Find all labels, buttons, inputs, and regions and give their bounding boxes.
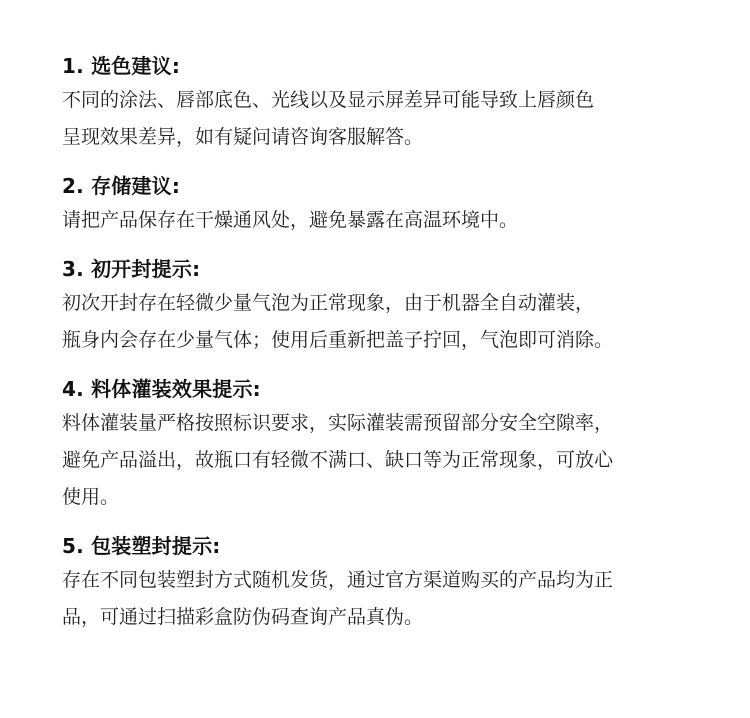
- section-storage-advice: [62, 172, 710, 239]
- section-first-opening: [62, 255, 710, 359]
- section-title: 1. 选色建议:: [62, 54, 181, 78]
- section-text-line: 品，可通过扫描彩盒防伪码查询产品真伪。: [62, 606, 424, 628]
- section-text-line: 请把产品保存在干燥通风处，避免暴露在高温环境中。: [62, 209, 519, 231]
- section-title: 2. 存储建议:: [62, 174, 181, 198]
- section-text-line: 料体灌装量严格按照标识要求，实际灌装需预留部分安全空隙率，: [62, 412, 614, 434]
- section-text-line: 避免产品溢出，故瓶口有轻微不满口、缺口等为正常现象，可放心: [62, 449, 614, 471]
- section-text-line: 不同的涂法、唇部底色、光线以及显示屏差异可能导致上唇颜色: [62, 89, 595, 111]
- section-text-line: 使用。: [62, 486, 120, 508]
- section-text-line: 存在不同包装塑封方式随机发货，通过官方渠道购买的产品均为正: [62, 569, 614, 591]
- section-filling-effect: [62, 375, 710, 516]
- section-text-line: 呈现效果差异，如有疑问请咨询客服解答。: [62, 126, 424, 148]
- section-color-advice: [62, 52, 710, 156]
- section-title: 3. 初开封提示:: [62, 257, 201, 281]
- section-text-line: 瓶身内会存在少量气体；使用后重新把盖子拧回，气泡即可消除。: [62, 329, 614, 351]
- section-title: 4. 料体灌装效果提示:: [62, 377, 261, 401]
- section-packaging-seal: [62, 532, 710, 636]
- section-text-line: 初次开封存在轻微少量气泡为正常现象，由于机器全自动灌装，: [62, 292, 595, 314]
- section-title: 5. 包装塑封提示:: [62, 534, 221, 558]
